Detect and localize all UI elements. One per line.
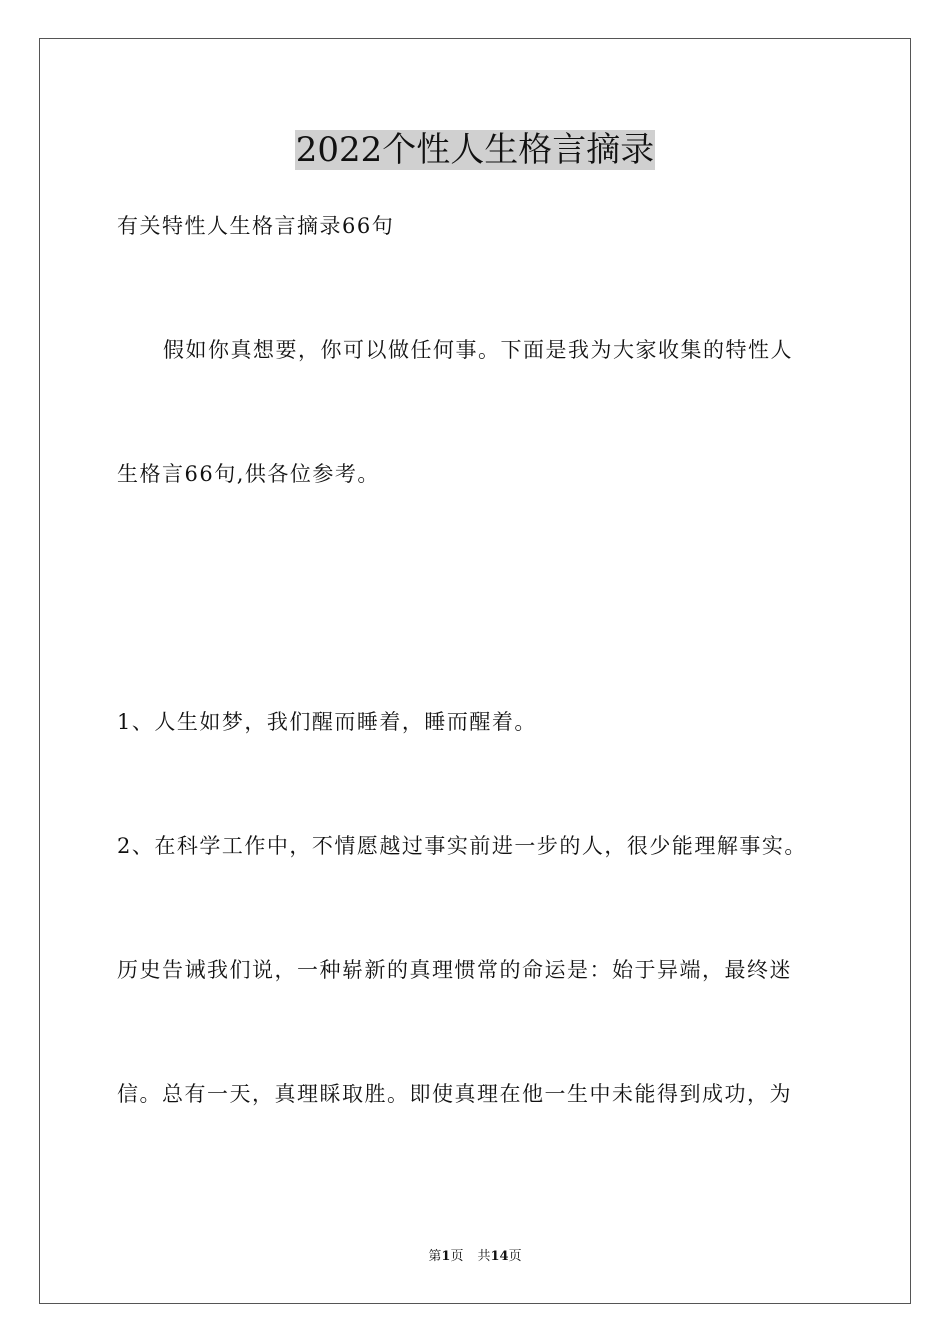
document-title — [0, 128, 950, 172]
page-footer — [0, 1248, 950, 1266]
title-text: 2022个性人生格言摘录 — [295, 130, 655, 170]
intro-line-2: 生格言66句,供各位参考。 — [117, 462, 380, 486]
quote-line-3: 历史告诫我们说，一种崭新的真理惯常的命运是：始于异端，最终迷 — [117, 958, 792, 982]
quote-line-2: 2、在科学工作中，不情愿越过事实前进一步的人，很少能理解事实。 — [117, 834, 807, 858]
page-prefix: 第 — [428, 1249, 442, 1264]
total-prefix: 共 — [477, 1249, 491, 1264]
page-unit: 页 — [450, 1249, 464, 1264]
intro-line-1: 假如你真想要，你可以做任何事。下面是我为大家收集的特性人 — [163, 338, 793, 362]
quote-line-1: 1、人生如梦，我们醒而睡着，睡而醒着。 — [117, 710, 537, 734]
current-page-number: 1 — [441, 1249, 451, 1264]
subtitle: 有关特性人生格言摘录66句 — [117, 214, 395, 238]
total-unit: 页 — [508, 1249, 522, 1264]
total-page-count: 14 — [490, 1249, 509, 1264]
quote-line-4: 信。总有一天，真理睬取胜。即使真理在他一生中未能得到成功，为 — [117, 1082, 792, 1106]
